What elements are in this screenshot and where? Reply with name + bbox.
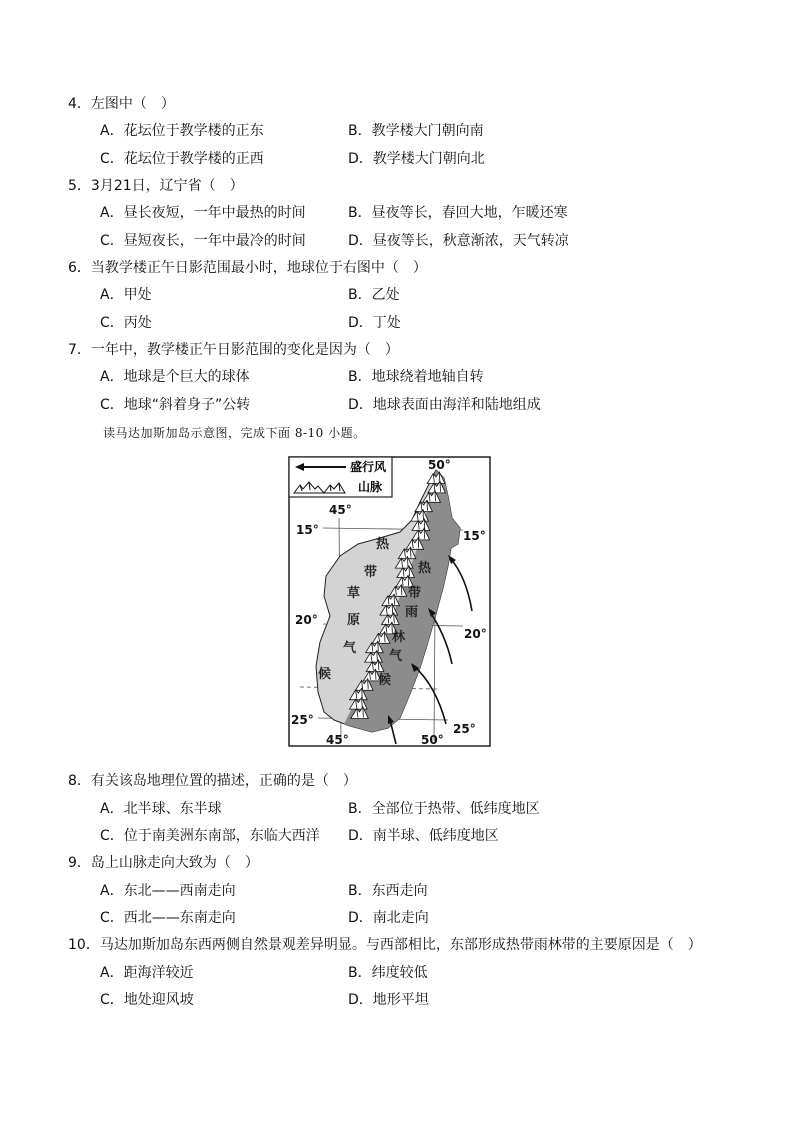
question-7-option-c[interactable]: C．地球“斜着身子”公转	[100, 397, 251, 413]
question-7-option-a[interactable]: A．地球是个巨大的球体	[100, 369, 250, 385]
lon-45-bottom-label: 45°	[326, 733, 349, 747]
question-9-option-b[interactable]: B．东西走向	[348, 883, 428, 899]
question-5-option-b[interactable]: B．昼夜等长，春回大地，乍暖还寒	[348, 205, 568, 221]
question-7-option-b[interactable]: B．地球绕着地轴自转	[348, 369, 484, 385]
question-9-option-d[interactable]: D．南北走向	[348, 910, 429, 926]
question-10-option-c[interactable]: C．地处迎风坡	[100, 992, 194, 1008]
question-6-option-b[interactable]: B．乙处	[348, 287, 400, 303]
question-10-option-b[interactable]: B．纬度较低	[348, 965, 428, 981]
question-6-option-a[interactable]: A．甲处	[100, 287, 152, 303]
question-9-stem: 9．岛上山脉走向大致为（ ）	[68, 855, 259, 871]
question-6-option-c[interactable]: C．丙处	[100, 315, 152, 331]
east-zone-char-6: 候	[378, 673, 392, 688]
east-zone-char-5: 气	[389, 649, 403, 664]
question-9-option-c[interactable]: C．西北——东南走向	[100, 910, 236, 926]
west-zone-char-4: 原	[347, 613, 361, 628]
lon-50-top-label: 50°	[428, 458, 451, 472]
question-7-option-d[interactable]: D．地球表面由海洋和陆地组成	[348, 397, 541, 413]
east-zone-char-4: 林	[392, 630, 406, 645]
question-4-stem: 4．左图中（ ）	[68, 96, 175, 112]
lat-25-left-label: 25°	[291, 713, 314, 727]
map-intro-text: 读马达加斯加岛示意图，完成下面 8-10 小题。	[103, 426, 366, 440]
lat-20-left-label: 20°	[295, 613, 318, 627]
question-8-option-b[interactable]: B．全部位于热带、低纬度地区	[348, 801, 540, 817]
question-7-stem: 7．一年中，教学楼正午日影范围的变化是因为（ ）	[68, 342, 399, 358]
west-zone-char-5: 气	[343, 641, 357, 656]
west-zone-char-1: 热	[376, 537, 390, 552]
lat-25-right-label: 25°	[453, 722, 476, 736]
west-zone-char-3: 草	[347, 586, 361, 601]
question-4-option-c[interactable]: C．花坛位于教学楼的正西	[100, 151, 264, 167]
question-10-option-a[interactable]: A．距海洋较近	[100, 965, 194, 981]
question-5-option-d[interactable]: D．昼夜等长，秋意渐浓，天气转凉	[348, 233, 569, 249]
question-4-option-a[interactable]: A．花坛位于教学楼的正东	[100, 123, 264, 139]
madagascar-map	[288, 456, 491, 747]
question-6-option-d[interactable]: D．丁处	[348, 315, 401, 331]
question-10-stem: 10．马达加斯加岛东西两侧自然景观差异明显。与西部相比，东部形成热带雨林带的主要原因是（ ）	[68, 937, 702, 953]
question-8-option-c[interactable]: C．位于南美洲东南部，东临大西洋	[100, 828, 320, 844]
lat-20-right-label: 20°	[464, 627, 487, 641]
question-5-stem: 5．3月21日，辽宁省（ ）	[68, 178, 244, 194]
question-6-stem: 6．当教学楼正午日影范围最小时，地球位于右图中（ ）	[68, 260, 427, 276]
east-zone-char-1: 热	[418, 561, 432, 576]
question-10-option-d[interactable]: D．地形平坦	[348, 992, 429, 1008]
question-8-option-d[interactable]: D．南半球、低纬度地区	[348, 828, 499, 844]
question-4-option-d[interactable]: D．教学楼大门朝向北	[348, 151, 485, 167]
west-zone-char-2: 带	[364, 565, 378, 580]
question-5-option-c[interactable]: C．昼短夜长，一年中最冷的时间	[100, 233, 306, 249]
legend-mountain-label: 山脉	[358, 480, 383, 494]
lon-50-bottom-label: 50°	[421, 733, 444, 747]
question-5-option-a[interactable]: A．昼长夜短，一年中最热的时间	[100, 205, 306, 221]
question-4-option-b[interactable]: B．教学楼大门朝向南	[348, 123, 484, 139]
east-zone-char-3: 雨	[405, 605, 419, 620]
lat-15-left-label: 15°	[296, 523, 319, 537]
lon-45-top-label: 45°	[329, 503, 352, 517]
east-zone-char-2: 带	[408, 586, 422, 601]
west-zone-char-6: 候	[318, 667, 332, 682]
question-8-option-a[interactable]: A．北半球、东半球	[100, 801, 222, 817]
question-9-option-a[interactable]: A．东北——西南走向	[100, 883, 236, 899]
question-8-stem: 8．有关该岛地理位置的描述，正确的是（ ）	[68, 773, 357, 789]
legend-wind-label: 盛行风	[350, 460, 387, 474]
lat-15-right-label: 15°	[463, 529, 486, 543]
